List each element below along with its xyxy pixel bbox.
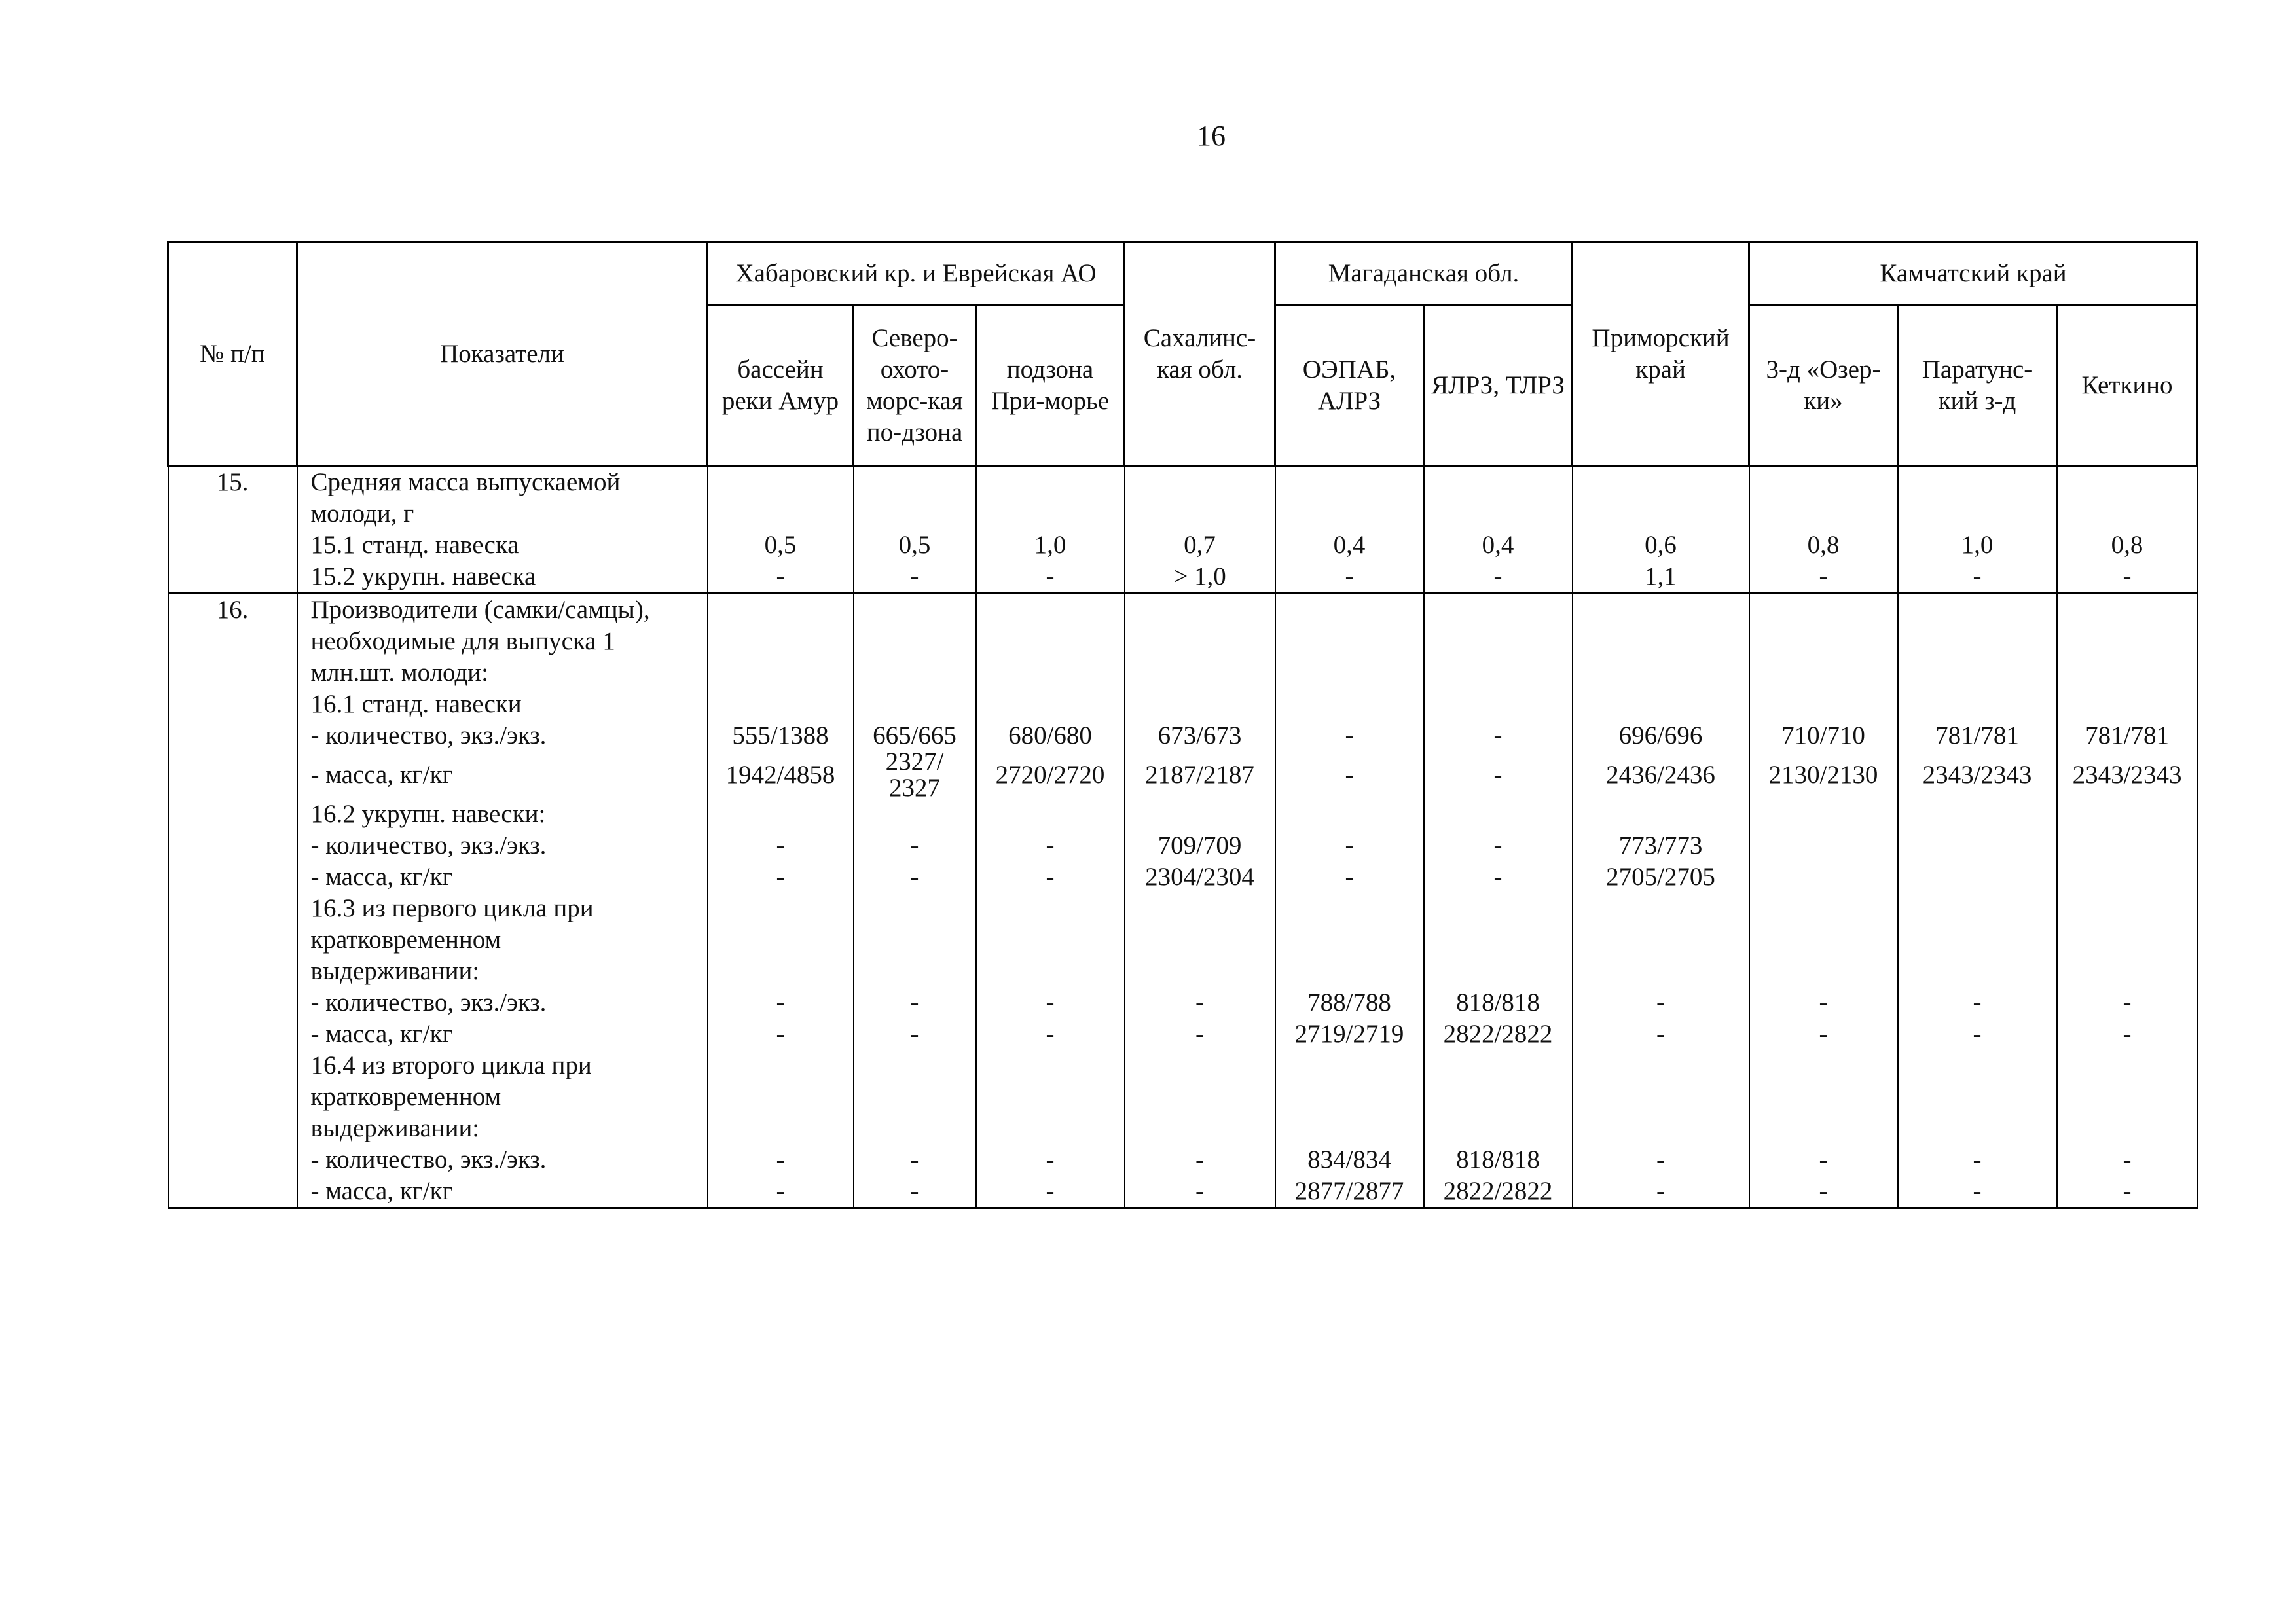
cell-value: - [776, 1020, 785, 1048]
cell-value: - [1973, 1020, 1982, 1048]
header-khabarovsk: Хабаровский кр. и Еврейская АО [708, 242, 1125, 305]
cell-value: 2877/2877 [1294, 1177, 1404, 1205]
cell-value: - [776, 1177, 785, 1205]
indicator-label: - количество, экз./экз. [310, 831, 547, 859]
cell-value: - [2123, 1020, 2132, 1048]
value-cell [1898, 466, 2057, 594]
cell-value [854, 498, 975, 530]
cell-value: 2720/2720 [995, 761, 1105, 789]
cell-value: - [1493, 562, 1503, 590]
cell-value [1750, 498, 1897, 530]
cell-value: 818/818 [1456, 988, 1540, 1017]
cell-value [1276, 467, 1423, 498]
cell-value [854, 1050, 975, 1081]
header-north-okhotsk: Северо-охото-морс-кая по-дзона [854, 305, 976, 466]
cell-value: - [910, 1020, 919, 1048]
cell-value [977, 689, 1124, 720]
page-number: 16 [1197, 120, 1226, 152]
cell-value [1125, 1050, 1275, 1081]
cell-value: 673/673 [1157, 721, 1242, 749]
cell-value [854, 626, 975, 657]
cell-value [1276, 1081, 1423, 1113]
cell-value: 0,4 [1333, 531, 1366, 559]
cell-value [1899, 498, 2056, 530]
cell-value: 0,8 [2111, 531, 2143, 559]
cell-value [1125, 498, 1275, 530]
cell-value [1125, 626, 1275, 657]
cell-value [1276, 689, 1423, 720]
value-cell [1424, 466, 1573, 594]
cell-value [1899, 861, 2056, 893]
cell-value: 2436/2436 [1606, 761, 1715, 789]
indicator-label: 16.1 станд. навески [310, 690, 522, 718]
cell-value [1573, 467, 1749, 498]
cell-value: - [2123, 1177, 2132, 1205]
value-cell [1275, 466, 1424, 594]
cell-value [1425, 498, 1572, 530]
cell-value: 0,8 [1807, 531, 1840, 559]
cell-value: - [1345, 863, 1354, 891]
cell-value: - [1973, 988, 1982, 1017]
cell-value: - [2123, 562, 2132, 590]
cell-value: 2187/2187 [1145, 761, 1254, 789]
cell-value: - [1656, 1177, 1666, 1205]
cell-value [2058, 830, 2197, 861]
cell-value: 2327/ 2327 [885, 748, 944, 802]
cell-value: - [1493, 761, 1503, 789]
cell-value [1425, 626, 1572, 657]
cell-value: - [1656, 1146, 1666, 1174]
cell-value [1899, 1113, 2056, 1144]
cell-value [2058, 799, 2197, 830]
indicator-cell [297, 594, 708, 1208]
cell-value: - [1195, 1177, 1204, 1205]
cell-value [977, 956, 1124, 987]
cell-value: - [1819, 1020, 1828, 1048]
header-magadan: Магаданская обл. [1275, 242, 1573, 305]
cell-value [1425, 1113, 1572, 1144]
cell-value [1276, 893, 1423, 924]
cell-value: - [910, 831, 919, 859]
cell-value [1573, 893, 1749, 924]
cell-value: 680/680 [1008, 721, 1092, 749]
cell-value: - [1973, 1177, 1982, 1205]
cell-value [1899, 924, 2056, 956]
cell-value: > 1,0 [1173, 562, 1226, 590]
cell-value: - [776, 831, 785, 859]
cell-value [1573, 799, 1749, 830]
cell-value [708, 626, 853, 657]
cell-value [1276, 924, 1423, 956]
indicator-label: 15.1 станд. навеска [310, 531, 519, 559]
value-cell [1125, 594, 1275, 1208]
value-cell [1898, 594, 2057, 1208]
cell-value [1276, 1050, 1423, 1081]
cell-value [2058, 467, 2197, 498]
cell-value: - [1046, 831, 1055, 859]
cell-value: - [1819, 562, 1828, 590]
cell-value [1899, 594, 2056, 626]
cell-value [1899, 799, 2056, 830]
cell-value: - [1345, 831, 1354, 859]
header-indicator: Показатели [297, 242, 708, 466]
cell-value: 2130/2130 [1768, 761, 1878, 789]
table-row [168, 466, 2198, 594]
indicator-label: Производители (самки/самцы), [310, 596, 650, 624]
cell-value [1125, 956, 1275, 987]
cell-value [1276, 594, 1423, 626]
cell-value: - [910, 562, 919, 590]
cell-value [1573, 956, 1749, 987]
header-num: № п/п [168, 242, 297, 466]
value-cell [1424, 594, 1573, 1208]
cell-value: 0,5 [898, 531, 931, 559]
cell-value: 2822/2822 [1443, 1020, 1553, 1048]
cell-value [854, 657, 975, 689]
cell-value: - [1195, 988, 1204, 1017]
header-ketkino: Кеткино [2057, 305, 2198, 466]
cell-value [708, 1113, 853, 1144]
indicator-label: 16.3 из первого цикла при [310, 894, 594, 922]
cell-value [977, 1113, 1124, 1144]
table-row [168, 594, 2198, 1208]
indicator-label: млн.шт. молоди: [310, 659, 488, 687]
cell-value [854, 1081, 975, 1113]
cell-value [708, 498, 853, 530]
cell-value: 555/1388 [732, 721, 829, 749]
cell-value [854, 799, 975, 830]
cell-value: - [776, 562, 785, 590]
cell-value [708, 799, 853, 830]
cell-value [2058, 1113, 2197, 1144]
cell-value: - [1345, 562, 1354, 590]
cell-value: 696/696 [1618, 721, 1703, 749]
cell-value [977, 1050, 1124, 1081]
cell-value [854, 467, 975, 498]
cell-value [1425, 924, 1572, 956]
cell-value: - [1973, 562, 1982, 590]
cell-value [1425, 657, 1572, 689]
cell-value: - [1046, 988, 1055, 1017]
cell-value [1425, 689, 1572, 720]
indicator-label: - количество, экз./экз. [310, 988, 547, 1017]
cell-value [2058, 861, 2197, 893]
cell-value [1750, 657, 1897, 689]
value-cell [708, 594, 854, 1208]
cell-value [1276, 498, 1423, 530]
cell-value [1276, 799, 1423, 830]
value-cell [854, 594, 976, 1208]
cell-value [1750, 956, 1897, 987]
cell-value: - [2123, 988, 2132, 1017]
cell-value [1425, 1081, 1572, 1113]
cell-value: 0,6 [1645, 531, 1677, 559]
cell-value [2058, 498, 2197, 530]
cell-value [1899, 830, 2056, 861]
cell-value: - [1493, 863, 1503, 891]
header-kamchatka: Камчатский край [1749, 242, 2198, 305]
indicator-label: необходимые для выпуска 1 [310, 627, 615, 655]
cell-value [1899, 956, 2056, 987]
cell-value [2058, 689, 2197, 720]
cell-value [1899, 1050, 2056, 1081]
cell-value [1750, 1050, 1897, 1081]
cell-value: 710/710 [1781, 721, 1865, 749]
cell-value [2058, 626, 2197, 657]
cell-value: - [1195, 1020, 1204, 1048]
header-yalrz-tlrz: ЯЛРЗ, ТЛРЗ [1424, 305, 1573, 466]
cell-value [1125, 799, 1275, 830]
indicator-label: кратковременном [310, 926, 501, 954]
cell-value [2058, 924, 2197, 956]
cell-value [977, 626, 1124, 657]
cell-value: - [1046, 1177, 1055, 1205]
cell-value: 0,5 [764, 531, 797, 559]
cell-value: 2822/2822 [1443, 1177, 1553, 1205]
row-number: 16. [168, 594, 297, 1208]
indicators-table [167, 241, 2198, 1209]
cell-value [1125, 1113, 1275, 1144]
cell-value [1899, 1081, 2056, 1113]
cell-value: 1942/4858 [725, 761, 835, 789]
cell-value [1573, 1050, 1749, 1081]
cell-value [1125, 1081, 1275, 1113]
cell-value [977, 799, 1124, 830]
cell-value [1899, 626, 2056, 657]
value-cell [1749, 594, 1898, 1208]
cell-value [854, 689, 975, 720]
cell-value [1750, 626, 1897, 657]
value-cell [1275, 594, 1424, 1208]
header-primorye-subzone: подзона При-морье [976, 305, 1125, 466]
cell-value: 2343/2343 [1922, 761, 2032, 789]
cell-value: 2705/2705 [1606, 863, 1715, 891]
cell-value [708, 1081, 853, 1113]
cell-value [854, 956, 975, 987]
cell-value: 818/818 [1456, 1146, 1540, 1174]
value-cell [1573, 594, 1749, 1208]
header-ozerki: 3-д «Озер-ки» [1749, 305, 1898, 466]
cell-value: - [1345, 761, 1354, 789]
cell-value: - [1046, 1020, 1055, 1048]
cell-value [854, 594, 975, 626]
cell-value: 2343/2343 [2072, 761, 2182, 789]
cell-value: - [1819, 988, 1828, 1017]
cell-value: 1,0 [1961, 531, 1994, 559]
header-sakhalin: Сахалинс-кая обл. [1125, 242, 1275, 466]
header-paratunsky: Паратунс-кий з-д [1898, 305, 2057, 466]
cell-value [977, 924, 1124, 956]
cell-value [1425, 893, 1572, 924]
cell-value: - [1656, 988, 1666, 1017]
cell-value [1750, 594, 1897, 626]
row-number: 15. [168, 466, 297, 594]
cell-value: 0,7 [1184, 531, 1216, 559]
cell-value [708, 924, 853, 956]
cell-value: - [910, 863, 919, 891]
cell-value [1425, 1050, 1572, 1081]
cell-value [1125, 924, 1275, 956]
table-header [168, 242, 2198, 466]
cell-value [1899, 689, 2056, 720]
cell-value [1750, 893, 1897, 924]
indicator-label: - масса, кг/кг [310, 761, 453, 789]
cell-value: - [776, 988, 785, 1017]
cell-value [1750, 799, 1897, 830]
cell-value [1573, 1113, 1749, 1144]
cell-value: - [1819, 1177, 1828, 1205]
cell-value: 834/834 [1307, 1146, 1391, 1174]
cell-value [708, 689, 853, 720]
cell-value [1573, 1081, 1749, 1113]
cell-value [2058, 657, 2197, 689]
cell-value [1125, 657, 1275, 689]
value-cell [1749, 466, 1898, 594]
cell-value: 2719/2719 [1294, 1020, 1404, 1048]
cell-value [1425, 799, 1572, 830]
value-cell [976, 466, 1125, 594]
indicator-label: - масса, кг/кг [310, 1020, 453, 1048]
cell-value [1573, 657, 1749, 689]
cell-value [977, 1081, 1124, 1113]
cell-value [1750, 1081, 1897, 1113]
cell-value: 709/709 [1157, 831, 1242, 859]
cell-value [1573, 594, 1749, 626]
value-cell [1125, 466, 1275, 594]
indicator-label: - количество, экз./экз. [310, 721, 547, 749]
cell-value [977, 893, 1124, 924]
cell-value [1276, 1113, 1423, 1144]
cell-value [977, 594, 1124, 626]
value-cell [708, 466, 854, 594]
cell-value [1750, 689, 1897, 720]
cell-value: - [1973, 1146, 1982, 1174]
cell-value [1750, 830, 1897, 861]
cell-value: 665/665 [873, 721, 957, 749]
indicator-label: - масса, кг/кг [310, 1177, 453, 1205]
cell-value [708, 956, 853, 987]
cell-value [2058, 1050, 2197, 1081]
cell-value [1276, 626, 1423, 657]
cell-value [977, 498, 1124, 530]
cell-value: - [1195, 1146, 1204, 1174]
cell-value: - [910, 1177, 919, 1205]
cell-value [708, 657, 853, 689]
cell-value: - [2123, 1146, 2132, 1174]
indicator-label: 16.4 из второго цикла при [310, 1051, 592, 1079]
cell-value: - [1493, 721, 1503, 749]
header-primorsky: Приморский край [1573, 242, 1749, 466]
cell-value [1573, 626, 1749, 657]
cell-value [1573, 498, 1749, 530]
indicator-label: 15.2 укрупн. навеска [310, 562, 536, 590]
indicator-label: 16.2 укрупн. навески: [310, 800, 546, 828]
indicator-label: кратковременном [310, 1083, 501, 1111]
cell-value: - [776, 1146, 785, 1174]
header-oepab-alrz: ОЭПАБ, АЛРЗ [1275, 305, 1424, 466]
cell-value: - [910, 1146, 919, 1174]
cell-value [1750, 467, 1897, 498]
cell-value: 781/781 [2085, 721, 2169, 749]
cell-value: 781/781 [1935, 721, 2019, 749]
cell-value: - [1656, 1020, 1666, 1048]
value-cell [854, 466, 976, 594]
indicator-label: молоди, г [310, 499, 414, 528]
value-cell [1573, 466, 1749, 594]
indicator-label: - количество, экз./экз. [310, 1146, 547, 1174]
cell-value [1899, 657, 2056, 689]
cell-value [1125, 893, 1275, 924]
cell-value: - [1046, 863, 1055, 891]
cell-value [2058, 1081, 2197, 1113]
cell-value [1425, 467, 1572, 498]
cell-value [1750, 1113, 1897, 1144]
cell-value: - [1493, 831, 1503, 859]
cell-value [1425, 956, 1572, 987]
cell-value: - [1819, 1146, 1828, 1174]
cell-value [1425, 594, 1572, 626]
cell-value: 788/788 [1307, 988, 1391, 1017]
cell-value: 1,0 [1034, 531, 1066, 559]
value-cell [976, 594, 1125, 1208]
cell-value [2058, 893, 2197, 924]
indicator-label: - масса, кг/кг [310, 863, 453, 891]
header-amur-basin: бассейн реки Амур [708, 305, 854, 466]
cell-value: 773/773 [1618, 831, 1703, 859]
cell-value [854, 924, 975, 956]
indicator-cell [297, 466, 708, 594]
cell-value [708, 893, 853, 924]
cell-value [1899, 893, 2056, 924]
cell-value: - [776, 863, 785, 891]
cell-value: - [1345, 721, 1354, 749]
indicator-label: выдерживании: [310, 957, 480, 985]
cell-value [977, 657, 1124, 689]
cell-value [1750, 924, 1897, 956]
cell-value [1125, 467, 1275, 498]
cell-value [1573, 924, 1749, 956]
cell-value [1125, 689, 1275, 720]
cell-value: 2304/2304 [1145, 863, 1254, 891]
cell-value: - [910, 988, 919, 1017]
cell-value [2058, 956, 2197, 987]
cell-value: 1,1 [1645, 562, 1677, 590]
cell-value [854, 1113, 975, 1144]
value-cell [2057, 466, 2198, 594]
cell-value [1573, 689, 1749, 720]
cell-value [2058, 594, 2197, 626]
cell-value: 0,4 [1482, 531, 1514, 559]
cell-value: - [1046, 562, 1055, 590]
cell-value [708, 594, 853, 626]
value-cell [2057, 594, 2198, 1208]
cell-value [1276, 956, 1423, 987]
cell-value [1899, 467, 2056, 498]
cell-value [1276, 657, 1423, 689]
indicator-label: выдерживании: [310, 1114, 480, 1142]
indicator-label: Средняя масса выпускаемой [310, 468, 621, 496]
cell-value [1750, 861, 1897, 893]
cell-value [708, 467, 853, 498]
cell-value [977, 467, 1124, 498]
cell-value [854, 893, 975, 924]
cell-value [1125, 594, 1275, 626]
cell-value: - [1046, 1146, 1055, 1174]
cell-value [708, 1050, 853, 1081]
